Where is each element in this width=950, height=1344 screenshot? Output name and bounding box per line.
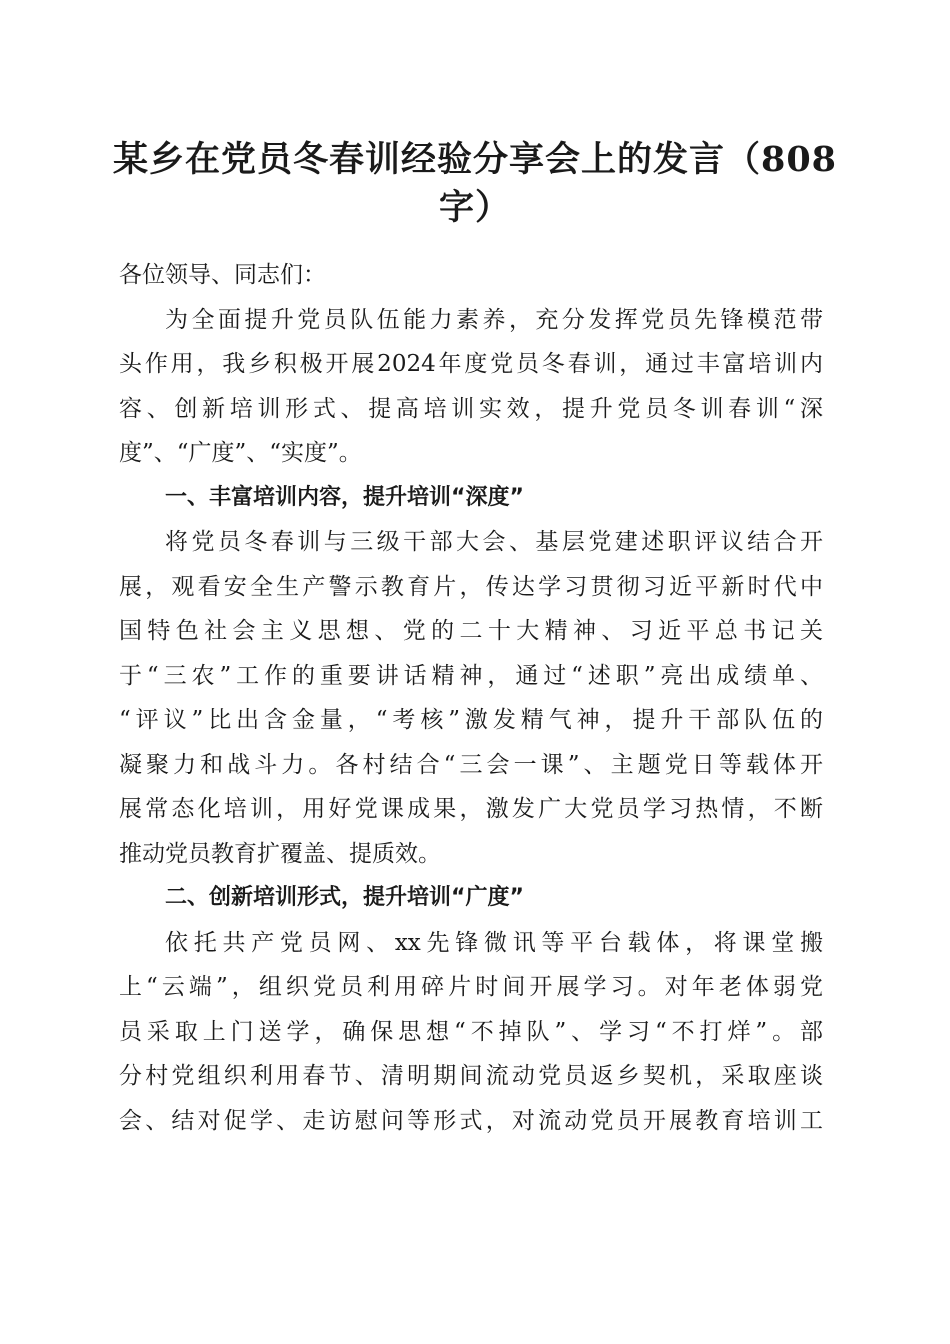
paragraph-line: 度”、“广度”、“实度”。 [119, 440, 362, 466]
paragraph-line: 头作用，我乡积极开展2024年度党员冬春训，通过丰富培训内 [119, 351, 823, 377]
title-line-2: 字） [438, 187, 511, 228]
paragraph-line: 推动党员教育扩覆盖、提质效。 [119, 840, 441, 867]
section-heading-1: 一、丰富培训内容，提升培训“深度” [165, 484, 524, 510]
salutation: 各位领导、同志们： [119, 262, 326, 288]
section-heading-2: 二、创新培训形式，提升培训“广度” [165, 885, 524, 910]
paragraph-line: 容、创新培训形式、提高培训实效，提升党员冬训春训“深 [119, 395, 823, 422]
paragraph-line: “评议”比出含金量，“考核”激发精气神，提升干部队伍的 [119, 707, 823, 733]
paragraph-line: 展常态化培训，用好党课成果，激发广大党员学习热情，不断 [119, 796, 823, 822]
paragraph-line: 员采取上门送学，确保思想“不掉队”、学习“不打烊”。部 [119, 1018, 823, 1045]
paragraph-line: 国特色社会主义思想、党的二十大精神、习近平总书记关 [119, 618, 823, 644]
paragraph-line: 分村党组织利用春节、清明期间流动党员返乡契机，采取座谈 [119, 1063, 823, 1089]
paragraph-line: 凝聚力和战斗力。各村结合“三会一课”、主题党日等载体开 [119, 751, 823, 778]
paragraph-line: 展，观看安全生产警示教育片，传达学习贯彻习近平新时代中 [119, 573, 823, 600]
document-title [100, 136, 850, 232]
intro-paragraph [119, 298, 823, 476]
paragraph-line: 于“三农”工作的重要讲话精神，通过“述职”亮出成绩单、 [119, 662, 823, 689]
document-body [119, 253, 823, 1143]
section-2-paragraph [119, 921, 823, 1144]
paragraph-line: 会、结对促学、走访慰问等形式，对流动党员开展教育培训工 [119, 1107, 823, 1134]
paragraph-line: 上“云端”，组织党员利用碎片时间开展学习。对年老体弱党 [119, 974, 823, 1000]
section-1-paragraph [119, 520, 823, 876]
title-line-1: 某乡在党员冬春训经验分享会上的发言（808 [112, 139, 838, 180]
paragraph-line: 将党员冬春训与三级干部大会、基层党建述职评议结合开 [165, 529, 823, 555]
paragraph-line: 为全面提升党员队伍能力素养，充分发挥党员先锋模范带 [165, 306, 823, 333]
paragraph-line: 依托共产党员网、xx先锋微讯等平台载体，将课堂搬 [165, 929, 823, 956]
